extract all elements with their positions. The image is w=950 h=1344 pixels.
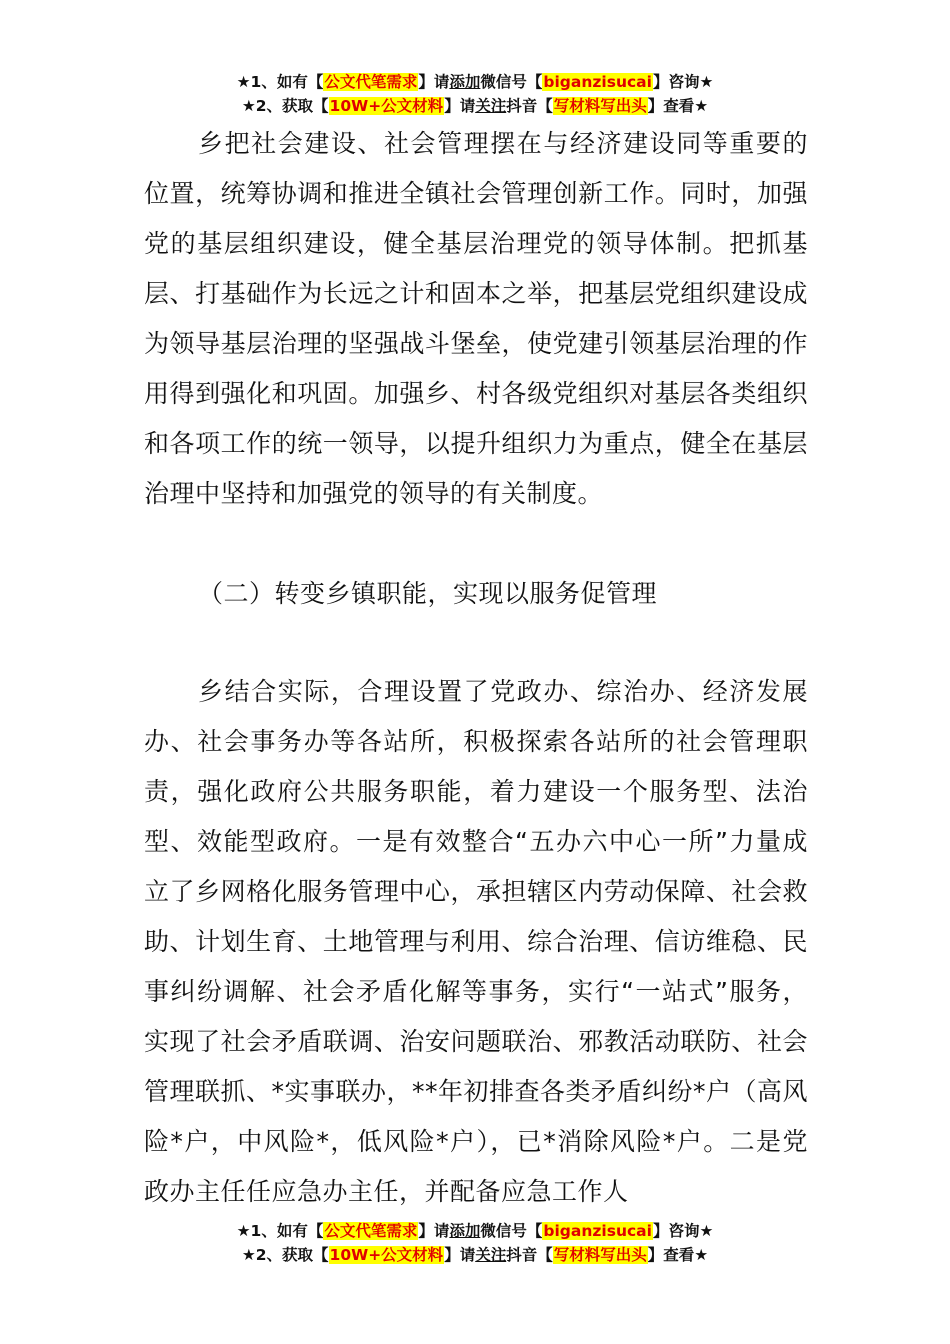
banner-text: 】请 xyxy=(418,73,450,91)
banner-text: ★2、获取【 xyxy=(241,97,329,115)
banner-text: 】请 xyxy=(418,1222,450,1240)
footer-banner-line-1 xyxy=(0,1219,950,1243)
banner-text: 】咨询★ xyxy=(652,1222,714,1240)
banner-text: ★1、如有【 xyxy=(236,1222,324,1240)
add-underlined-text: 添加 xyxy=(449,73,481,91)
footer-banner xyxy=(0,1219,950,1267)
banner-text: 】查看★ xyxy=(647,97,709,115)
section-heading: （二）转变乡镇职能，实现以服务促管理 xyxy=(198,579,658,608)
document-body-top xyxy=(144,119,808,519)
follow-underlined-text: 关注 xyxy=(475,1246,507,1264)
follow-underlined-text: 关注 xyxy=(475,97,507,115)
footer-banner-line-2 xyxy=(0,1243,950,1267)
header-banner-line-2 xyxy=(0,94,950,118)
materials-highlight: 10W+公文材料 xyxy=(329,97,444,115)
banner-text: 抖音【 xyxy=(506,1246,553,1264)
banner-text: 】请 xyxy=(444,1246,476,1264)
paragraph-township-functions: 乡结合实际，合理设置了党政办、综治办、经济发展办、社会事务办等各站所，积极探索各站所的社会管理职责，强化政府公共服务职能，着力建设一个服务型、法治型、效能型政府。一是有效整合“五办六中心一所”力量成立了乡网格化服务管理中心，承担辖区内劳动保障、社会救助、计划生育、土地管理与利用、综合治理、信访维稳、民事纠纷调解、社会矛盾化解等事务，实行“一站式”服务，实现了社会矛盾联调、治安问题联治、邪教活动联防、社会管理联抓、*实事联办，**年初排查各类矛盾纠纷*户（高风险*户，中风险*，低风险*户），已*消除风险*户。二是党政办主任任应急办主任，并配备应急工作人 xyxy=(144,677,809,1206)
banner-text: 】查看★ xyxy=(647,1246,709,1264)
wechat-id-highlight: biganzisucai xyxy=(543,1222,652,1240)
add-underlined-text: 添加 xyxy=(449,1222,481,1240)
header-banner xyxy=(0,70,950,118)
wechat-id-highlight: biganzisucai xyxy=(543,73,652,91)
douyin-id-highlight: 写材料写出头 xyxy=(553,1246,647,1264)
banner-text: 微信号【 xyxy=(480,73,543,91)
paragraph-party-leadership: 乡把社会建设、社会管理摆在与经济建设同等重要的位置，统筹协调和推进全镇社会管理创新工作。同时，加强党的基层组织建设，健全基层治理党的领导体制。把抓基层、打基础作为长远之计和固本之举，把基层党组织建设成为领导基层治理的坚强战斗堡垒，使党建引领基层治理的作用得到强化和巩固。加强乡、村各级党组织对基层各类组织和各项工作的统一领导，以提升组织力为重点，健全在基层治理中坚持和加强党的领导的有关制度。 xyxy=(144,129,808,508)
banner-text: ★2、获取【 xyxy=(241,1246,329,1264)
materials-highlight: 10W+公文材料 xyxy=(329,1246,444,1264)
banner-text: 抖音【 xyxy=(506,97,553,115)
banner-text: 】请 xyxy=(444,97,476,115)
section-heading-wrapper xyxy=(144,569,808,619)
service-highlight: 公文代笔需求 xyxy=(324,1222,418,1240)
document-body-bottom xyxy=(144,667,808,1217)
banner-text: ★1、如有【 xyxy=(236,73,324,91)
banner-text: 】咨询★ xyxy=(652,73,714,91)
banner-text: 微信号【 xyxy=(480,1222,543,1240)
douyin-id-highlight: 写材料写出头 xyxy=(553,97,647,115)
header-banner-line-1 xyxy=(0,70,950,94)
service-highlight: 公文代笔需求 xyxy=(324,73,418,91)
